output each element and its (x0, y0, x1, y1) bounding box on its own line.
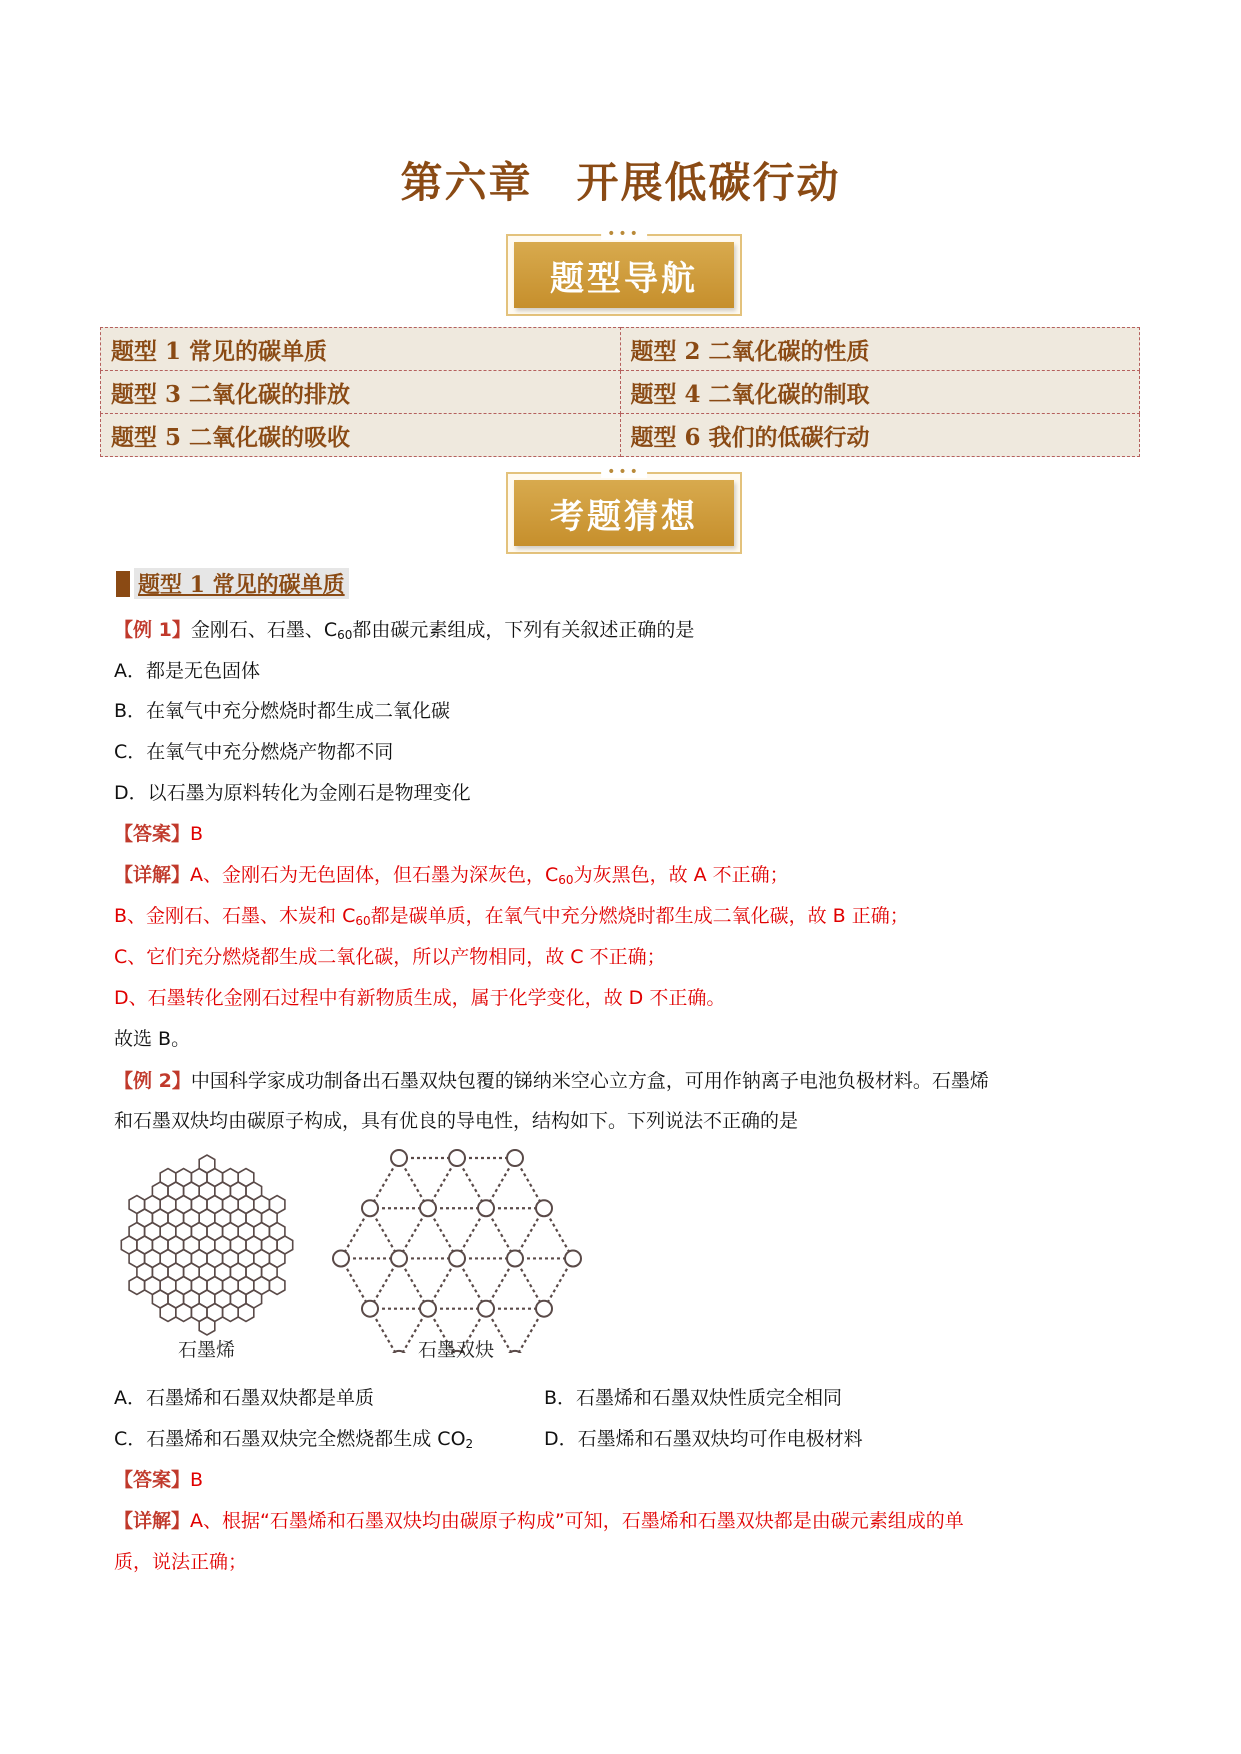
explanation-text: 为灰黑色，故 A 不正确； (573, 864, 789, 886)
example-tag: 【例 1】 (114, 619, 191, 641)
option-a: A．石墨烯和石墨双炔都是单质 (114, 1387, 374, 1409)
banner-question-navigation (506, 228, 742, 316)
carbon-ring (238, 1304, 254, 1322)
answer-tag: 【答案】 (114, 1469, 191, 1491)
answer-line (114, 821, 203, 847)
explanation-line-4: D、石墨转化金刚石过程中有新物质生成，属于化学变化，故 D 不正确。 (114, 987, 726, 1009)
graphdiyne-structure-figure (315, 1138, 595, 1353)
banner-dots: ••• (601, 228, 647, 240)
banner-label: 考题猜想 (514, 480, 734, 546)
option-b: B．在氧气中充分燃烧时都生成二氧化碳 (114, 700, 451, 722)
banner-label: 题型导航 (514, 242, 734, 308)
option-c (114, 1426, 473, 1457)
benzene-ring (478, 1200, 494, 1216)
option-a: A．都是无色固体 (114, 660, 260, 682)
explanation-text: B、金刚石、石墨、木炭和 C (114, 905, 356, 927)
answer-value: B (190, 823, 204, 845)
stem-text: 中国科学家成功制备出石墨双炔包覆的锑纳米空心立方盒，可用作钠离子电池负极材料。石墨烯 (190, 1070, 989, 1092)
carbon-ring (199, 1317, 215, 1335)
nav-cell-type-5: 题型 5 二氧化碳的吸收 (101, 414, 621, 457)
explanation-line-2: 质，说法正确； (114, 1551, 248, 1573)
benzene-ring (333, 1250, 349, 1266)
banner-exam-prediction (506, 466, 742, 554)
example-2-stem-line-2: 和石墨双炔均由碳原子构成，具有优良的导电性，结构如下。下列说法不正确的是 (114, 1110, 799, 1132)
benzene-ring (449, 1150, 465, 1166)
benzene-ring (391, 1150, 407, 1166)
benzene-ring (507, 1150, 523, 1166)
nav-cell-type-3: 题型 3 二氧化碳的排放 (101, 371, 621, 414)
graphene-structure-figure (112, 1150, 302, 1340)
subscript: 60 (558, 873, 574, 887)
explanation-line-2 (114, 903, 909, 934)
carbon-ring (129, 1277, 145, 1295)
stem-text: 金刚石、石墨、C (190, 619, 338, 641)
benzene-ring (362, 1200, 378, 1216)
benzene-ring (420, 1301, 436, 1317)
answer-value: B (190, 1469, 204, 1491)
benzene-ring (391, 1250, 407, 1266)
page-title: 第六章 开展低碳行动 (400, 158, 841, 207)
answer-tag: 【答案】 (114, 823, 191, 845)
benzene-ring (536, 1200, 552, 1216)
explanation-text: 都是碳单质，在氧气中充分燃烧时都生成二氧化碳，故 B 正确； (370, 905, 909, 927)
explanation-line-3: C、它们充分燃烧都生成二氧化碳，所以产物相同，故 C 不正确； (114, 946, 666, 968)
section-heading-type-1 (116, 568, 349, 599)
section-marker (116, 571, 130, 597)
benzene-ring (507, 1250, 523, 1266)
explanation-line-1 (114, 862, 789, 893)
nav-cell-type-2: 题型 2 二氧化碳的性质 (620, 328, 1140, 371)
option-c: C．在氧气中充分燃烧产物都不同 (114, 741, 394, 763)
benzene-ring (420, 1200, 436, 1216)
explanation-line-1 (114, 1508, 964, 1534)
banner-dots: ••• (601, 466, 647, 478)
benzene-ring (362, 1301, 378, 1317)
section-heading-text: 题型 1 常见的碳单质 (134, 568, 349, 599)
question-type-table (100, 327, 1140, 457)
option-text: C．石墨烯和石墨双炔完全燃烧都生成 CO (114, 1428, 466, 1450)
carbon-ring (223, 1304, 239, 1322)
nav-cell-type-6: 题型 6 我们的低碳行动 (620, 414, 1140, 457)
explanation-tag: 【详解】 (114, 864, 191, 886)
explanation-text: A、金刚石为无色固体，但石墨为深灰色，C (190, 864, 559, 886)
explanation-text: A、根据“石墨烯和石墨双炔均由碳原子构成”可知，石墨烯和石墨双炔都是由碳元素组成的单 (190, 1510, 964, 1532)
explanation-conclusion: 故选 B。 (114, 1028, 191, 1050)
option-d: D．石墨烯和石墨双炔均可作电极材料 (544, 1428, 863, 1450)
benzene-ring (478, 1301, 494, 1317)
benzene-ring (565, 1250, 581, 1266)
example-tag: 【例 2】 (114, 1070, 191, 1092)
stem-text: 都由碳元素组成，下列有关叙述正确的是 (352, 619, 695, 641)
answer-line (114, 1467, 203, 1493)
option-d: D．以石墨为原料转化为金刚石是物理变化 (114, 782, 471, 804)
carbon-ring (269, 1277, 285, 1295)
subscript: 2 (465, 1437, 474, 1451)
benzene-ring (536, 1301, 552, 1317)
carbon-ring (160, 1304, 176, 1322)
subscript: 60 (337, 628, 353, 642)
nav-cell-type-1: 题型 1 常见的碳单质 (101, 328, 621, 371)
example-1-stem (114, 617, 694, 648)
nav-cell-type-4: 题型 4 二氧化碳的制取 (620, 371, 1140, 414)
figure-caption-graphene: 石墨烯 (178, 1339, 236, 1361)
subscript: 60 (355, 914, 371, 928)
benzene-ring (449, 1250, 465, 1266)
option-b: B．石墨烯和石墨双炔性质完全相同 (544, 1387, 843, 1409)
explanation-tag: 【详解】 (114, 1510, 191, 1532)
carbon-ring (176, 1304, 192, 1322)
example-2-stem-line-1 (114, 1068, 989, 1094)
figure-caption-graphdiyne: 石墨双炔 (418, 1339, 495, 1361)
